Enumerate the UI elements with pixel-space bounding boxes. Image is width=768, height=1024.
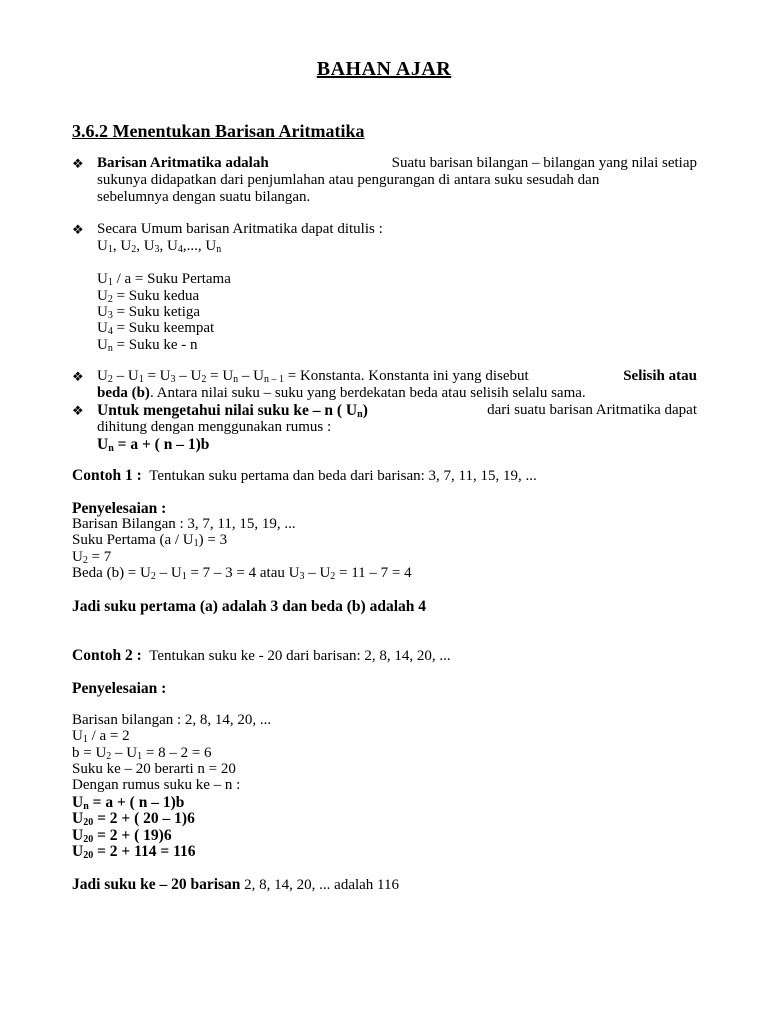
example-1-line: Barisan Bilangan : 3, 7, 11, 15, 19, ... [72,516,296,532]
definition-lead: Barisan Aritmatika adalah [97,155,269,171]
example-2-formula: $U_{20} = 2$ + ( 20 – 1)6 [72,810,195,828]
example-2-formula: $U_{20} = 2 + 114 = 116$ [72,843,196,861]
definition-line-1: Suatu barisan bilangan – bilangan yang nilai setiap [391,155,697,171]
term-definition: $U_n$ = Suku ke - n [97,337,198,354]
page-title: BAHAN AJAR [316,58,452,80]
example-1-line: Beda $(b) = U_2 - U_1 = 7 - 3 = 4$ atau $U_3 - U_2 = 11 - 7 = 4$ [72,565,412,582]
example-2-line: $b = U_2 - U_1 = 8 - 2 = 6$ [72,745,212,762]
example-1-line: Suku Pertama $(a / U_1) = 3$ [72,532,228,549]
example-1-solution-label: Penyelesaian : [72,500,167,517]
term-definition: $U_4$ = Suku keempat [97,320,215,337]
general-form-intro: Secara Umum barisan Aritmatika dapat ditulis : [97,221,383,237]
example-2-solution-label: Penyelesaian : [72,680,167,697]
example-1-line: $U_2 = 7$ [72,549,112,566]
term-definition: $U_2$ = Suku kedua [97,288,200,305]
difference-paragraph: $U_2 - U_1 = U_3 - U_2 = U_n - U_{n - 1}$ = Konstanta. Konstanta ini yang disebut Selisih atau beda (b). Antara nilai suku – suku yang berdekatan beda atau selisih selalu sama. [97,368,697,401]
formula-paragraph: Untuk mengetahui nilai suku ke – n ( $U_n$) dari suatu barisan Aritmatika dapat dihitung dengan menggunakan rumus : $U_n = a$ + ( n – 1)b [97,402,697,454]
example-2-line: Suku ke – 20 berarti n = 20 [72,761,236,777]
difference-equation: $U_2 - U_1 = U_3 - U_2 = U_n - U_{n - 1}$ = Konstanta. Konstanta ini yang disebut Selisih atau [97,368,697,385]
example-2-question: Contoh 2 : Tentukan suku ke - 20 dari barisan: 2, 8, 14, 20, ... [72,647,451,664]
example-1-question: Contoh 1 : Tentukan suku pertama dan beda dari barisan: 3, 7, 11, 15, 19, ... [72,467,537,484]
example-2-conclusion: Jadi suku ke – 20 barisan 2, 8, 14, 20, ... adalah 116 [72,876,399,893]
section-heading: 3.6.2 Menentukan Barisan Aritmatika [72,121,365,141]
example-2-line: $U_1 / a = 2$ [72,728,130,745]
bullet-icon: ❖ [72,370,84,385]
bullet-icon: ❖ [72,404,84,419]
general-sequence: $U_1$, $U_2$, $U_3$, $U_4$,..., $U_n$ [97,238,222,255]
definition-line-3: sebelumnya dengan suatu bilangan. [97,189,311,205]
example-2-formula: $U_{20} = 2$ + ( 19)6 [72,827,172,845]
bullet-icon: ❖ [72,157,84,172]
example-2-line: Dengan rumus suku ke – n : [72,777,241,793]
definition-paragraph [97,155,697,206]
term-definition: $U_3$ = Suku ketiga [97,304,201,321]
example-2-formula: $U_n = a$ + ( n – 1)b [72,794,185,812]
bullet-icon: ❖ [72,223,84,238]
example-1-conclusion: Jadi suku pertama (a) adalah 3 dan beda (b) adalah 4 [72,598,426,615]
example-2-line: Barisan bilangan : 2, 8, 14, 20, ... [72,712,272,728]
general-formula: $U_n = a$ + ( n – 1)b [97,436,210,454]
term-definition: $U_1$ / a = Suku Pertama [97,271,231,288]
definition-line-2: sukunya didapatkan dari penjumlahan atau pengurangan di antara suku sesudah dan [97,172,600,188]
